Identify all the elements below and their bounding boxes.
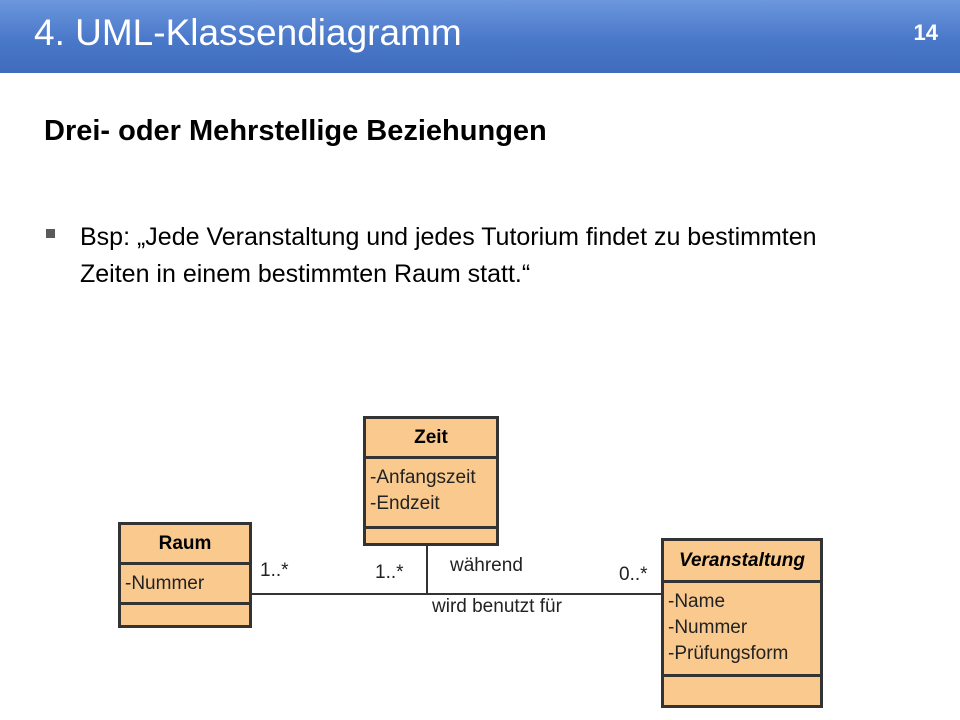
multiplicity-veranstaltung: 0..* — [619, 564, 648, 585]
class-raum-attribute: -Nummer — [125, 573, 205, 594]
bullet-text: Bsp: „Jede Veranstaltung und jedes Tutorium findet zu bestimmten Zeiten in einem bestimmten Raum statt.“ — [80, 223, 817, 288]
class-veranstaltung — [661, 538, 823, 708]
multiplicity-zeit: 1..* — [375, 562, 404, 583]
slide-title: 4. UML-Klassendiagramm — [34, 12, 462, 53]
class-zeit-name: Zeit — [366, 419, 496, 459]
class-raum-name: Raum — [121, 525, 249, 565]
class-veranstaltung-attribute: -Name — [668, 591, 726, 612]
title-bar — [0, 0, 960, 73]
page-number: 14 — [913, 20, 938, 45]
class-zeit-attribute: -Anfangszeit — [370, 467, 476, 488]
class-zeit-attribute: -Endzeit — [370, 493, 440, 514]
class-veranstaltung-name: Veranstaltung — [664, 541, 820, 583]
class-raum — [118, 522, 252, 628]
association-label-lower: wird benutzt für — [432, 596, 562, 617]
bullet-marker-icon — [46, 229, 55, 238]
uml-class-diagram — [112, 408, 832, 720]
class-veranstaltung-attribute: -Prüfungsform — [668, 643, 789, 664]
class-zeit-attributes — [366, 459, 496, 529]
section-heading: Drei- oder Mehrstellige Beziehungen — [44, 115, 547, 147]
association-label-upper: während — [450, 555, 523, 576]
class-zeit — [363, 416, 499, 546]
class-veranstaltung-attribute: -Nummer — [668, 617, 748, 638]
class-raum-attributes — [121, 565, 249, 605]
class-veranstaltung-attributes — [664, 583, 820, 677]
multiplicity-raum: 1..* — [260, 560, 289, 581]
